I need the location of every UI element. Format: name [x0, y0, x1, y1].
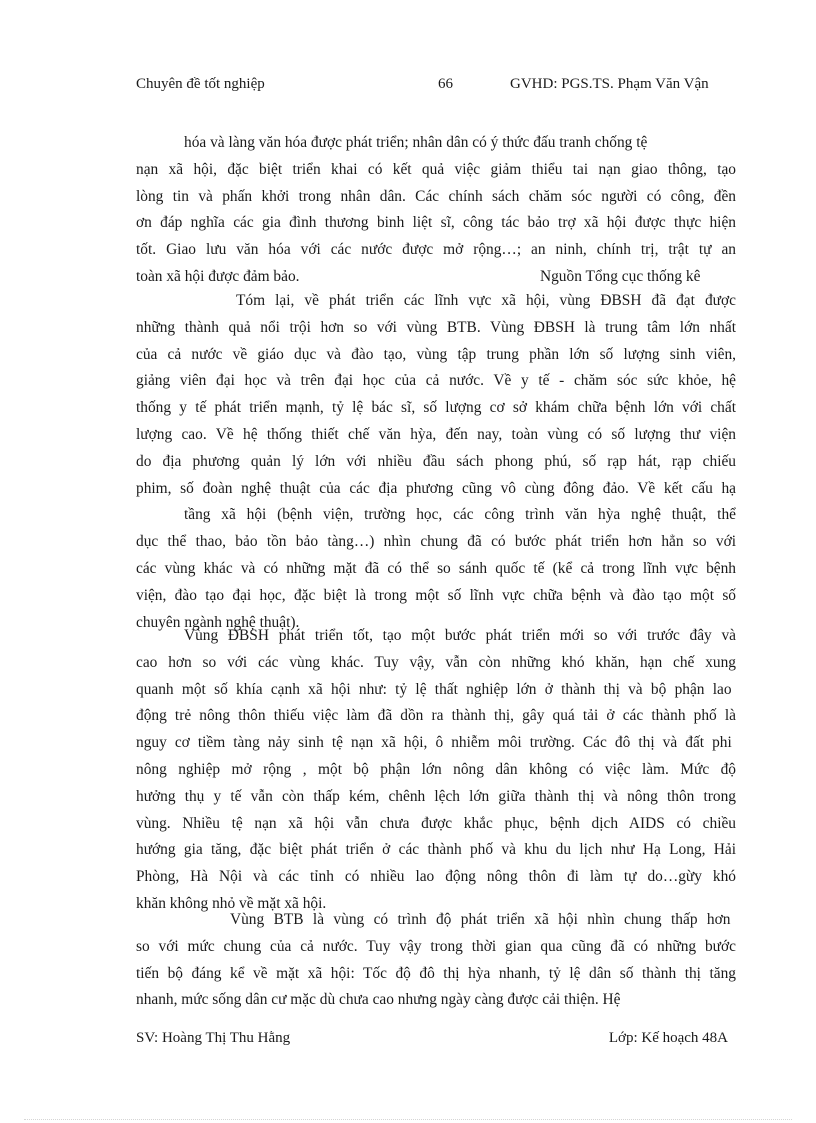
page-number: 66: [438, 76, 453, 92]
header-advisor: GVHD: PGS.TS. Phạm Văn Vận: [510, 76, 709, 92]
text-line: hưởng thụ y tế vẫn còn thấp kém, chênh lệch lớn giữa thành thị và nông thôn trong: [136, 787, 736, 805]
text-line-part: toàn xã hội được đảm bảo.: [136, 267, 300, 285]
text-line: của cả nước về giáo dục và đào tạo, vùng tập trung phần lớn số lượng sinh viên,: [136, 345, 736, 363]
page-bottom-divider: [24, 1119, 792, 1120]
paragraph-4: [136, 907, 736, 1014]
word: ngành: [184, 613, 222, 631]
text-line: tiến bộ đáng kể về mặt xã hội: Tốc độ đô thị hỳa nhanh, tỷ lệ dân số thành thị tăng: [136, 964, 736, 982]
text-line: Phòng, Hà Nội và các tỉnh có nhiều lao động nông thôn đi làm tự do…gừy khó: [136, 868, 736, 886]
word: nghệ: [225, 613, 256, 631]
text-line: hóa và làng văn hóa được phát triển; nhân dân có ý thức đấu tranh chống tệ: [184, 134, 648, 151]
text-line: cao hơn so với các vùng khác. Tuy vậy, vẫn còn những khó khăn, hạn chế xung: [136, 653, 736, 671]
text-line: Vùng ĐBSH phát triển tốt, tạo một bước phát triển mới so với trước đây và: [184, 627, 736, 644]
text-line: lòng tin và phấn khởi trong nhân dân. Các chính sách chăm sóc người có công, đền: [136, 187, 736, 205]
source-note: Nguồn Tổng cục thống kê: [540, 267, 701, 285]
text-line: nhanh, mức sống dân cư mặc dù chưa cao nhưng ngày càng được cải thiện. Hệ: [136, 991, 621, 1009]
text-line: quanh một số khía cạnh xã hội như: tỷ lệ thất nghiệp lớn ở thành thị và bộ phận lao: [136, 680, 732, 698]
text-line: dục thể thao, bảo tồn bảo tàng…) nhìn chung đã có bước phát triển hơn hẳn so với: [136, 533, 736, 551]
text-line: phim, số đoàn nghệ thuật của các địa phương cũng vô cùng đông đảo. Về kết cấu hạ: [136, 479, 736, 497]
text-line: hướng gia tăng, đặc biệt phát triển ở các thành phố và khu du lịch như Hạ Long, Hải: [136, 841, 736, 859]
text-line: những thành quả nổi trội hơn so với vùng BTB. Vùng ĐBSH là trung tâm lớn nhất: [136, 318, 736, 336]
page-header: [136, 76, 731, 96]
text-line: nguy cơ tiềm tàng nảy sinh tệ nạn xã hội, ô nhiễm môi trường. Các đô thị và đất phi: [136, 734, 732, 752]
text-line: động trẻ nông thôn thiếu việc làm đã dồn ra thành thị, gây quá tải ở các thành phố là: [136, 707, 736, 725]
text-line: viện, đào tạo đại học, đặc biệt là trong một số lĩnh vực chữa bệnh và đào tạo một số: [136, 586, 736, 604]
text-line: nạn xã hội, đặc biệt triển khai có kết quả việc giảm thiểu tai nạn giao thông, tạo: [136, 160, 736, 178]
text-line: Vùng BTB là vùng có trình độ phát triển xã hội nhìn chung thấp hơn: [230, 911, 731, 928]
text-line: tốt. Giao lưu văn hóa với các nước được mở rộng…; an ninh, chính trị, trật tự an: [136, 241, 736, 259]
text-line: [136, 264, 736, 291]
paragraph-2: [136, 288, 736, 636]
page-footer: [136, 1030, 736, 1047]
text-line: so với mức chung của cả nước. Tuy vậy trong thời gian qua cũng đã có những bước: [136, 937, 736, 955]
text-line: ơn đáp nghĩa các gia đình thương binh liệt sĩ, công tác bảo trợ xã hội được thực hiện: [136, 214, 736, 232]
text-line: vùng. Nhiều tệ nạn xã hội vẫn chưa được khắc phục, bệnh dịch AIDS có chiều: [136, 814, 736, 832]
text-line: giảng viên đại học và trên đại học của cả nước. Về y tế - chăm sóc sức khỏe, hệ: [136, 372, 736, 390]
footer-class: Lớp: Kế hoạch 48A: [608, 1030, 728, 1046]
text-line: khăn không nhỏ về mặt xã hội.: [136, 894, 327, 912]
text-line: Tóm lại, về phát triển các lĩnh vực xã hội, vùng ĐBSH đã đạt được: [236, 292, 736, 309]
text-line: nông nghiệp mở rộng , một bộ phận lớn nông dân không có việc làm. Mức độ: [136, 760, 736, 778]
paragraph-3: [136, 623, 736, 918]
text-line: các vùng khác và có những mặt đã có thể so sánh quốc tế (kể cả trong lĩnh vực bệnh: [136, 559, 736, 577]
text-line: tầng xã hội (bệnh viện, trường học, các công trình văn hỳa nghệ thuật, thể: [184, 506, 736, 524]
footer-student: SV: Hoàng Thị Thu Hằng: [136, 1030, 291, 1046]
word: thuật).: [259, 613, 300, 631]
text-line: thống y tế phát triển mạnh, tỷ lệ bác sĩ, số lượng cơ sở khám chữa bệnh lớn với chất: [136, 399, 736, 417]
word: chuyên: [136, 613, 181, 631]
header-title: Chuyên đề tốt nghiệp: [136, 76, 265, 92]
text-line: do địa phương quản lý lớn với nhiều đầu sách phong phú, số rạp hát, rạp chiếu: [136, 452, 736, 470]
text-line: lượng cao. Về hệ thống thiết chế văn hỳa, đến nay, toàn vùng có số lượng thư viện: [136, 425, 736, 443]
paragraph-1: [136, 130, 736, 291]
